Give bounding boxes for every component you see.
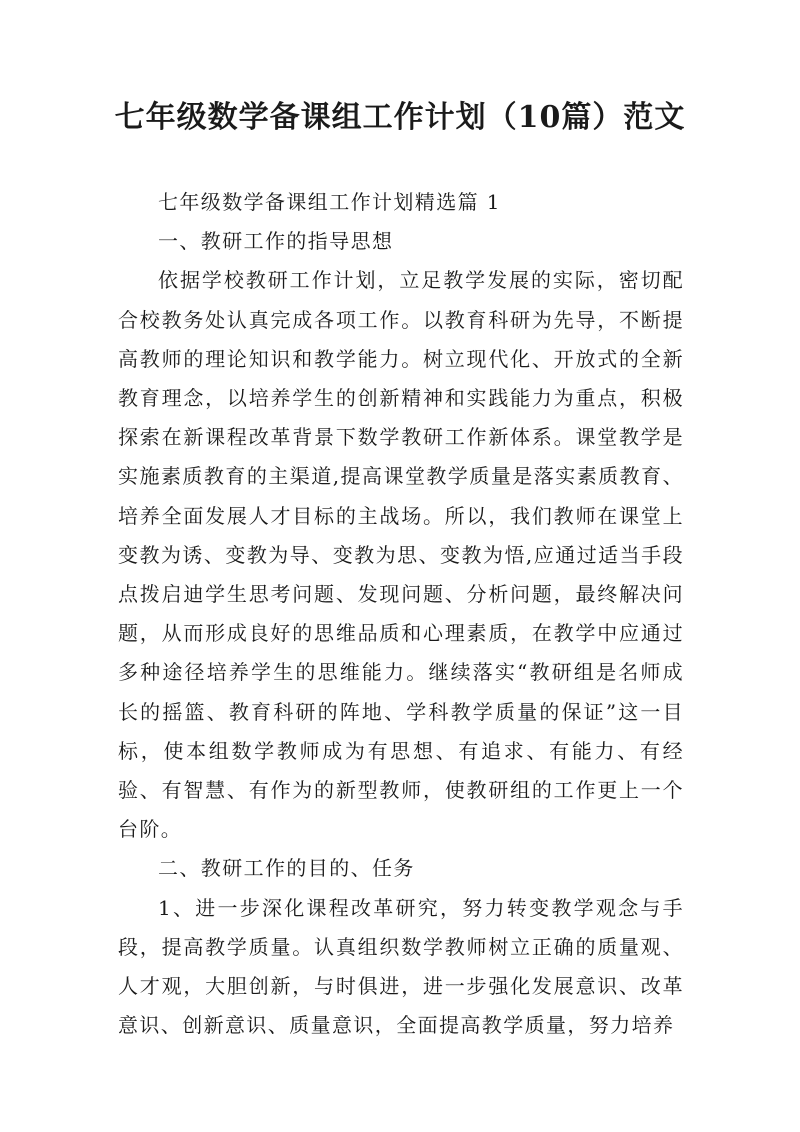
paragraph-guiding-ideology: 依据学校教研工作计划，立足教学发展的实际，密切配合校教务处认真完成各项工作。以教育科研为先导，不断提高教师的理论知识和教学能力。树立现代化、开放式的全新教育理念，以培养学生的创新精神和实践能力为重点，积极探索在新课程改革背景下数学教研工作新体系。课堂教学是实施素质教育的主渠道,提高课堂教学质量是落实素质教育、培养全面发展人才目标的主战场。所以，我们教师在课堂上变教为诱、变教为导、变教为思、变教为悟,应通过适当手段点拨启迪学生思考问题、发现问题、分析问题，最终解决问题，从而形成良好的思维品质和心理素质，在教学中应通过多种途径培养学生的思维能力。继续落实“教研组是名师成长的摇篮、教育科研的阵地、学科教学质量的保证”这一目标，使本组数学教师成为有思想、有追求、有能力、有经验、有智慧、有作为的新型教师，使教研组的工作更上一个台阶。 (118, 268, 684, 842)
paragraph-task-1: 1、进一步深化课程改革研究，努力转变教学观念与手段，提高教学质量。认真组织数学教师树立正确的质量观、人才观，大胆创新，与时俱进，进一步强化发展意识、改革意识、创新意识、质量意识，全面提高教学质量，努力培养 (118, 895, 684, 1038)
section-subtitle: 七年级数学备课组工作计划精选篇 1 (158, 190, 501, 214)
heading-guiding-ideology: 一、教研工作的指导思想 (158, 229, 394, 254)
heading-purpose-tasks: 二、教研工作的目的、任务 (158, 856, 415, 881)
document-body (118, 183, 684, 1045)
document-title: 七年级数学备课组工作计划（10篇）范文 (114, 100, 686, 135)
